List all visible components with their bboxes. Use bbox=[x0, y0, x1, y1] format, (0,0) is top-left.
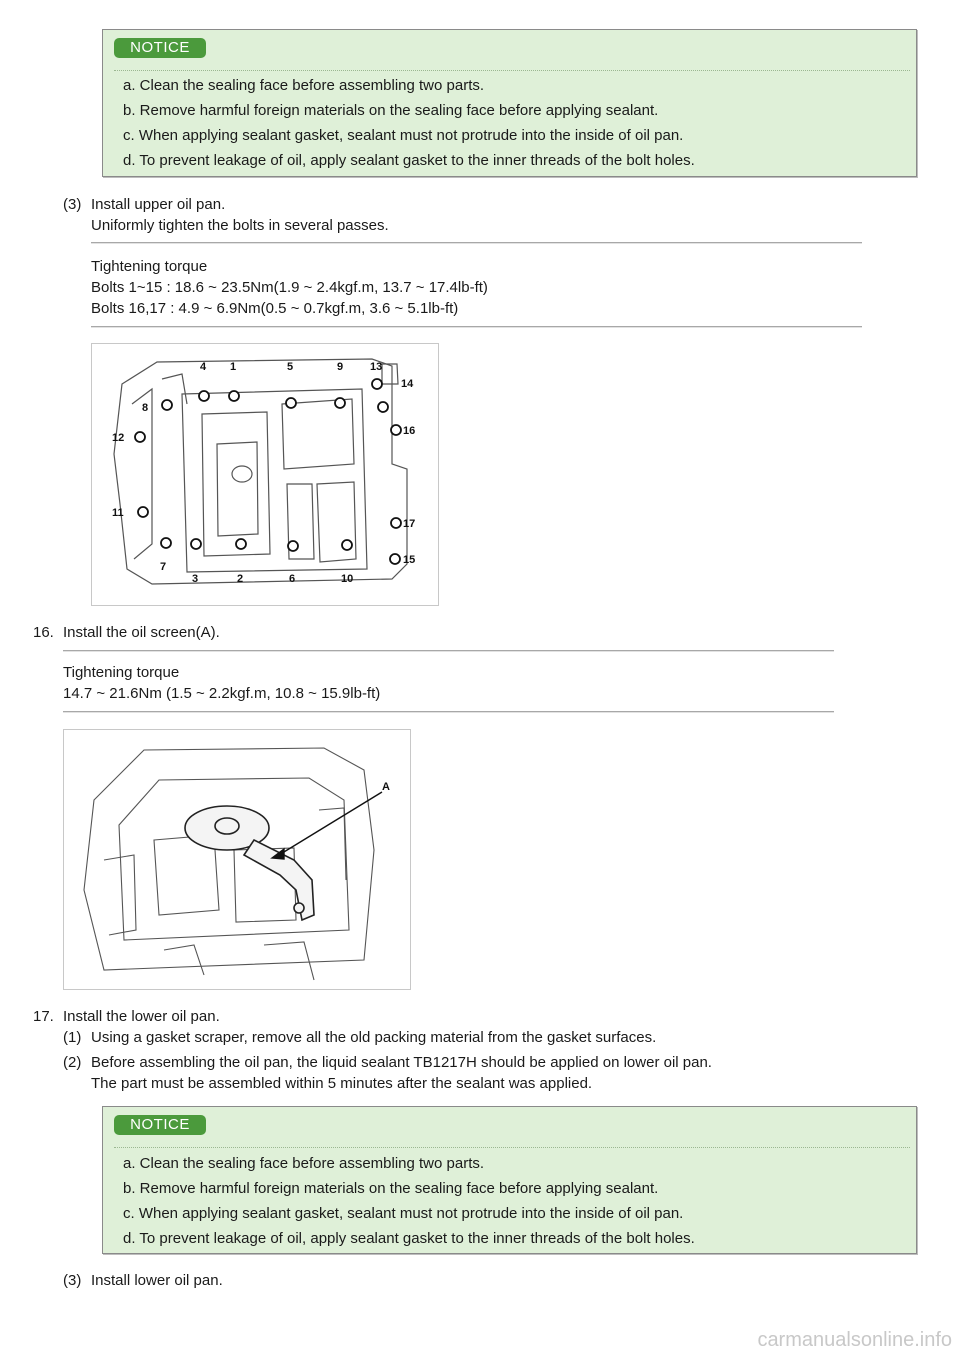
notice-badge: NOTICE bbox=[114, 38, 206, 58]
notice-item: b. Remove harmful foreign materials on the sealing face before applying sealant. bbox=[123, 1180, 659, 1197]
torque-value: Bolts 1~15 : 18.6 ~ 23.5Nm(1.9 ~ 2.4kgf.m, 13.7 ~ 17.4lb-ft) bbox=[91, 279, 488, 296]
bolt-label: 3 bbox=[192, 573, 199, 585]
torque-label: Tightening torque bbox=[91, 258, 208, 275]
notice-item: c. When applying sealant gasket, sealant must not protrude into the inside of oil pan. bbox=[123, 127, 684, 144]
notice-separator bbox=[114, 1147, 910, 1148]
upper-oil-pan-figure bbox=[91, 343, 439, 606]
notice-item: a. Clean the sealing face before assembling two parts. bbox=[123, 1155, 485, 1172]
substep-text: The part must be assembled within 5 minutes after the sealant was applied. bbox=[91, 1075, 593, 1092]
notice-box-bottom bbox=[102, 1106, 917, 1254]
bolt-label: 9 bbox=[337, 361, 344, 373]
step-number: 17. bbox=[33, 1008, 54, 1025]
bolt-label: 12 bbox=[112, 432, 125, 444]
bolt-label: 14 bbox=[401, 378, 414, 390]
step-subtext: Uniformly tighten the bolts in several passes. bbox=[91, 217, 389, 234]
step-number: 16. bbox=[33, 624, 54, 641]
step-number: (3) bbox=[63, 196, 82, 213]
bolt-label: 13 bbox=[370, 361, 383, 373]
notice-item: d. To prevent leakage of oil, apply sealant gasket to the inner threads of the bolt holes. bbox=[123, 152, 695, 169]
notice-badge: NOTICE bbox=[114, 1115, 206, 1135]
oil-screen-figure bbox=[63, 729, 411, 990]
substep-text: Install lower oil pan. bbox=[91, 1272, 223, 1289]
bolt-label: 7 bbox=[160, 561, 167, 573]
notice-separator bbox=[114, 70, 910, 71]
substep-text: Before assembling the oil pan, the liquid sealant TB1217H should be applied on lower oil pan. bbox=[91, 1054, 712, 1071]
oil-screen-drawing bbox=[64, 730, 410, 989]
notice-item: b. Remove harmful foreign materials on the sealing face before applying sealant. bbox=[123, 102, 659, 119]
bolt-label: 1 bbox=[230, 361, 237, 373]
notice-box-top bbox=[102, 29, 917, 177]
torque-label: Tightening torque bbox=[63, 664, 180, 681]
substep-text: Using a gasket scraper, remove all the old packing material from the gasket surfaces. bbox=[91, 1029, 657, 1046]
bolt-label: 2 bbox=[237, 573, 244, 585]
substep-number: (2) bbox=[63, 1054, 82, 1071]
divider bbox=[91, 242, 862, 244]
bolt-label: 11 bbox=[112, 507, 124, 519]
divider bbox=[91, 326, 862, 328]
bolt-label: 5 bbox=[287, 361, 294, 373]
substep-number: (1) bbox=[63, 1029, 82, 1046]
torque-value: 14.7 ~ 21.6Nm (1.5 ~ 2.2kgf.m, 10.8 ~ 15.9lb-ft) bbox=[63, 685, 381, 702]
bolt-label: 15 bbox=[403, 554, 416, 566]
bolt-label: 4 bbox=[200, 361, 207, 373]
upper-oil-pan-drawing bbox=[92, 344, 438, 605]
step-title: Install the lower oil pan. bbox=[63, 1008, 220, 1025]
torque-value: Bolts 16,17 : 4.9 ~ 6.9Nm(0.5 ~ 0.7kgf.m, 3.6 ~ 5.1lb-ft) bbox=[91, 300, 459, 317]
notice-item: d. To prevent leakage of oil, apply sealant gasket to the inner threads of the bolt holes. bbox=[123, 1230, 695, 1247]
bolt-label: 6 bbox=[289, 573, 296, 585]
bolt-label: 10 bbox=[341, 573, 354, 585]
step-title: Install upper oil pan. bbox=[91, 196, 226, 213]
part-label: A bbox=[382, 781, 390, 793]
bolt-label: 17 bbox=[403, 518, 416, 530]
bolt-label: 16 bbox=[403, 425, 416, 437]
bolt-label: 8 bbox=[142, 402, 149, 414]
substep-number: (3) bbox=[63, 1272, 82, 1289]
divider bbox=[63, 650, 834, 652]
divider bbox=[63, 711, 834, 713]
step-title: Install the oil screen(A). bbox=[63, 624, 220, 641]
watermark: carmanualsonline.info bbox=[757, 1329, 952, 1351]
notice-item: c. When applying sealant gasket, sealant must not protrude into the inside of oil pan. bbox=[123, 1205, 684, 1222]
notice-item: a. Clean the sealing face before assembling two parts. bbox=[123, 77, 485, 94]
